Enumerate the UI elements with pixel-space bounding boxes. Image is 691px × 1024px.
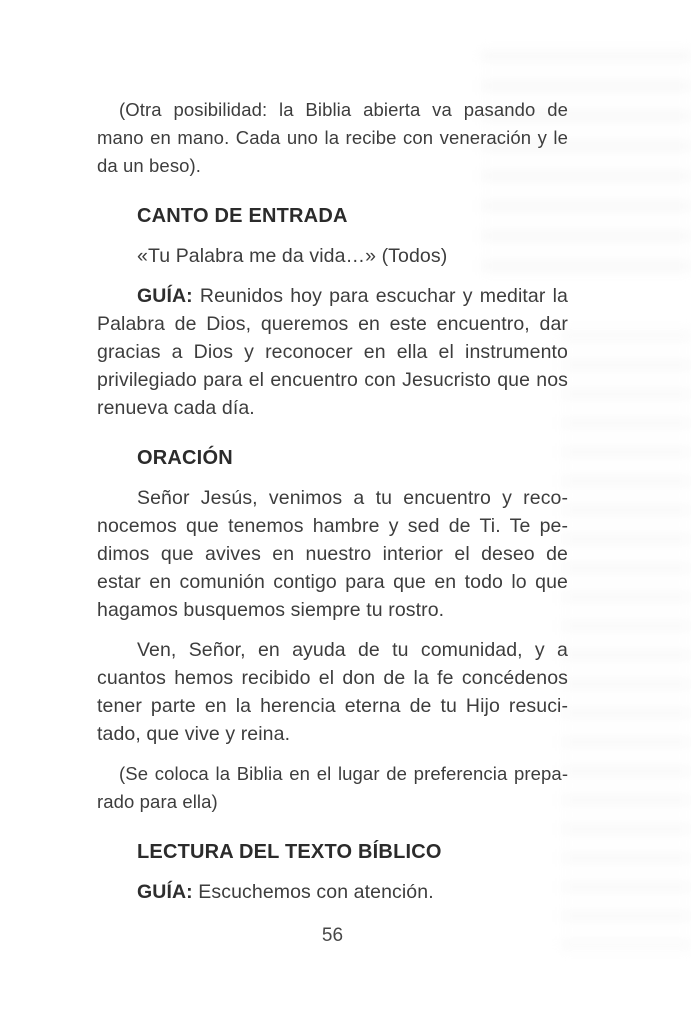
prayer-paragraph-1: Señor Jesús, venimos a tu encuentro y reconocemos que tenemos hambre y sed de Ti. Te pedimos que avives en nuestro interior el deseo de estar en comunión contigo para que en todo lo que hagamos busquemos siempre tu rostro.: [97, 487, 568, 621]
section-heading-canto-de-entrada: CANTO DE ENTRADA: [137, 205, 348, 227]
guide-paragraph-lectura-text: Escuchemos con atención.: [192, 881, 434, 903]
guide-paragraph-intro-text: Reunidos hoy para escuchar y meditar la Palabra de Dios, queremos en este encuentro, dar gracias a Dios y reconocer en ella el instrumento privilegiado para el encuentro con Jesucristo que nos renueva cada día.: [97, 285, 568, 419]
speaker-label-guia: GUÍA:: [137, 881, 193, 903]
song-line: «Tu Palabra me da vida…» (Todos): [137, 245, 448, 267]
rubric-paragraph-bible-placement: (Se coloca la Biblia en el lugar de preferencia preparado para ella): [97, 763, 568, 812]
page-number: 56: [321, 925, 344, 946]
prayer-paragraph-2: Ven, Señor, en ayuda de tu comunidad, y a cuantos hemos recibido el don de la fe concédenos tener parte en la herencia eterna de tu Hijo resucitado, que vive y reina.: [97, 639, 568, 745]
text-block: [97, 96, 568, 918]
rubric-paragraph-bible-passing: (Otra posibilidad: la Biblia abierta va pasando de mano en mano. Cada uno la recibe con veneración y le da un beso).: [97, 99, 568, 176]
section-heading-oracion: ORACIÓN: [137, 447, 233, 469]
speaker-label-guia: GUÍA:: [137, 285, 193, 307]
section-heading-lectura: LECTURA DEL TEXTO BÍBLICO: [137, 841, 442, 863]
guide-paragraph-lectura: [97, 878, 568, 906]
scan-showthrough-artifact: [561, 330, 691, 950]
guide-paragraph-intro: [97, 282, 568, 422]
